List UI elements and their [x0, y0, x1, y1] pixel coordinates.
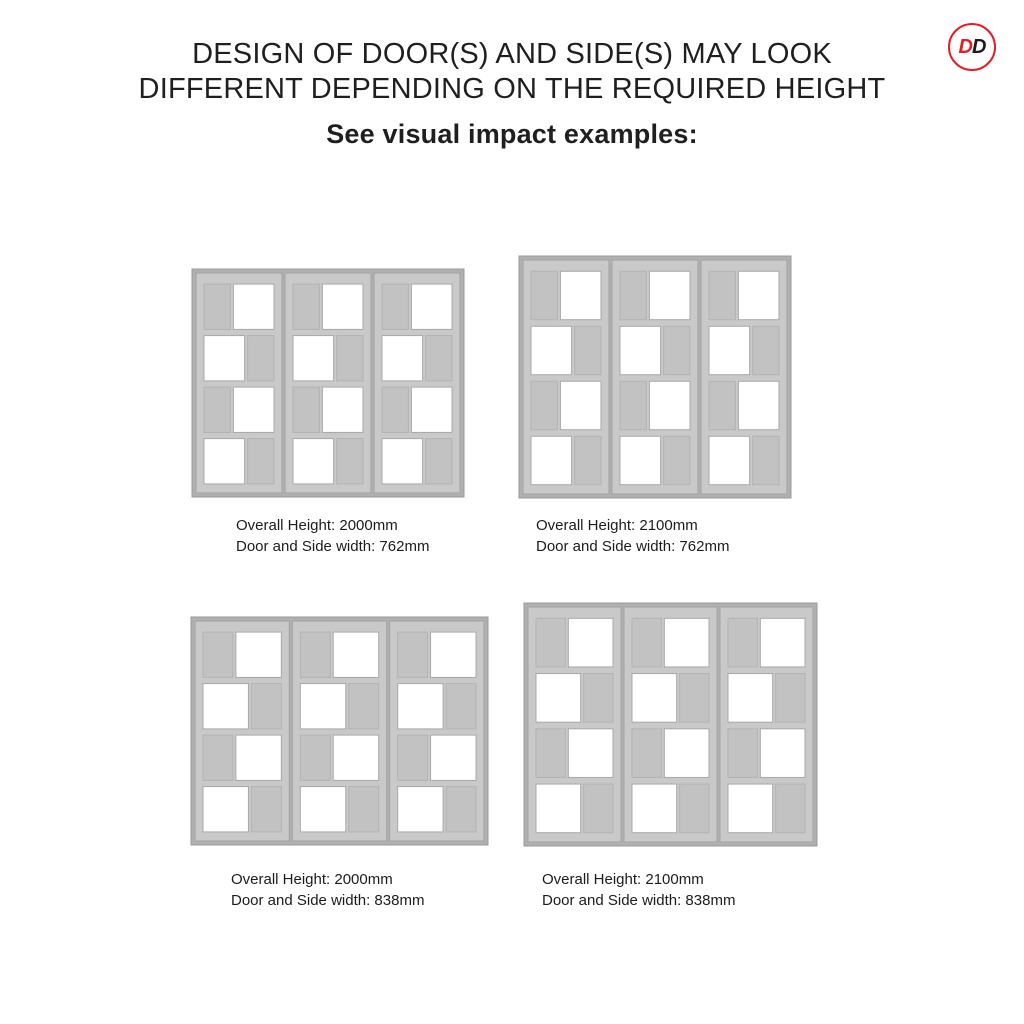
solid-panel: [575, 436, 601, 484]
door-side-width-label: Door and Side width: 838mm: [231, 892, 425, 909]
glass-pane: [203, 684, 248, 729]
solid-panel: [426, 336, 452, 381]
heading-line-2: DIFFERENT DEPENDING ON THE REQUIRED HEIGHT: [138, 73, 886, 105]
heading-subtitle: See visual impact examples:: [326, 119, 698, 149]
solid-panel: [446, 787, 476, 832]
solid-panel: [709, 271, 735, 319]
brand-logo: [948, 23, 996, 71]
solid-panel: [293, 387, 319, 432]
glass-pane: [333, 632, 378, 677]
glass-pane: [649, 381, 690, 429]
solid-panel: [349, 684, 379, 729]
glass-pane: [632, 784, 677, 833]
solid-panel: [728, 618, 757, 667]
glass-pane: [233, 284, 274, 329]
solid-panel: [203, 735, 233, 780]
example-2100-762: [519, 256, 791, 498]
example-2000-762: [192, 269, 464, 497]
glass-pane: [300, 684, 345, 729]
solid-panel: [382, 387, 408, 432]
solid-panel: [753, 436, 779, 484]
glass-pane: [382, 336, 423, 381]
glass-pane: [568, 618, 613, 667]
solid-panel: [620, 271, 646, 319]
solid-panel: [203, 632, 233, 677]
solid-panel: [531, 381, 557, 429]
overall-height-label: Overall Height: 2000mm: [231, 871, 393, 888]
example-2000-838: [191, 617, 488, 845]
glass-pane: [568, 729, 613, 778]
solid-panel: [300, 735, 330, 780]
solid-panel: [337, 439, 363, 484]
door-set-illustration: [519, 256, 791, 498]
solid-panel: [251, 684, 281, 729]
solid-panel: [382, 284, 408, 329]
solid-panel: [426, 439, 452, 484]
door-side-width-label: Door and Side width: 838mm: [542, 892, 736, 909]
glass-pane: [333, 735, 378, 780]
glass-pane: [664, 729, 709, 778]
example-caption: [236, 515, 429, 557]
glass-pane: [664, 618, 709, 667]
solid-panel: [632, 729, 661, 778]
logo-letter-1: D: [958, 35, 972, 58]
solid-panel: [680, 674, 709, 723]
solid-panel: [709, 381, 735, 429]
glass-pane: [411, 284, 452, 329]
glass-pane: [236, 735, 281, 780]
solid-panel: [204, 387, 230, 432]
example-2100-838: [524, 603, 817, 846]
glass-pane: [233, 387, 274, 432]
glass-pane: [760, 729, 805, 778]
glass-pane: [738, 271, 779, 319]
door-side-width-label: Door and Side width: 762mm: [536, 538, 730, 555]
overall-height-label: Overall Height: 2000mm: [236, 517, 398, 534]
glass-pane: [728, 784, 773, 833]
glass-pane: [536, 674, 581, 723]
glass-pane: [431, 632, 476, 677]
example-caption: [536, 515, 729, 557]
glass-pane: [411, 387, 452, 432]
overall-height-label: Overall Height: 2100mm: [536, 517, 698, 534]
glass-pane: [709, 326, 750, 374]
solid-panel: [728, 729, 757, 778]
logo-letter-2: D: [972, 35, 986, 58]
solid-panel: [349, 787, 379, 832]
glass-pane: [204, 439, 245, 484]
solid-panel: [398, 735, 428, 780]
solid-panel: [446, 684, 476, 729]
glass-pane: [738, 381, 779, 429]
glass-pane: [531, 326, 572, 374]
solid-panel: [248, 336, 274, 381]
glass-pane: [382, 439, 423, 484]
example-caption: [231, 869, 424, 911]
glass-pane: [300, 787, 345, 832]
glass-pane: [322, 387, 363, 432]
solid-panel: [300, 632, 330, 677]
solid-panel: [776, 674, 805, 723]
example-caption: [542, 869, 735, 911]
glass-pane: [632, 674, 677, 723]
solid-panel: [251, 787, 281, 832]
glass-pane: [649, 271, 690, 319]
door-set-illustration: [524, 603, 817, 846]
glass-pane: [293, 439, 334, 484]
solid-panel: [536, 618, 565, 667]
solid-panel: [584, 674, 613, 723]
glass-pane: [398, 787, 443, 832]
glass-pane: [620, 326, 661, 374]
glass-pane: [293, 336, 334, 381]
overall-height-label: Overall Height: 2100mm: [542, 871, 704, 888]
solid-panel: [620, 381, 646, 429]
glass-pane: [536, 784, 581, 833]
glass-pane: [398, 684, 443, 729]
glass-pane: [322, 284, 363, 329]
door-side-width-label: Door and Side width: 762mm: [236, 538, 430, 555]
glass-pane: [709, 436, 750, 484]
glass-pane: [728, 674, 773, 723]
solid-panel: [575, 326, 601, 374]
solid-panel: [531, 271, 557, 319]
solid-panel: [536, 729, 565, 778]
glass-pane: [204, 336, 245, 381]
glass-pane: [531, 436, 572, 484]
solid-panel: [204, 284, 230, 329]
solid-panel: [680, 784, 709, 833]
glass-pane: [760, 618, 805, 667]
solid-panel: [664, 326, 690, 374]
glass-pane: [236, 632, 281, 677]
solid-panel: [248, 439, 274, 484]
glass-pane: [560, 381, 601, 429]
solid-panel: [398, 632, 428, 677]
solid-panel: [337, 336, 363, 381]
glass-pane: [431, 735, 476, 780]
door-set-illustration: [191, 617, 488, 845]
solid-panel: [753, 326, 779, 374]
glass-pane: [203, 787, 248, 832]
door-set-illustration: [192, 269, 464, 497]
heading-line-1: DESIGN OF DOOR(S) AND SIDE(S) MAY LOOK: [192, 38, 832, 70]
solid-panel: [776, 784, 805, 833]
solid-panel: [664, 436, 690, 484]
solid-panel: [293, 284, 319, 329]
glass-pane: [560, 271, 601, 319]
solid-panel: [632, 618, 661, 667]
solid-panel: [584, 784, 613, 833]
glass-pane: [620, 436, 661, 484]
